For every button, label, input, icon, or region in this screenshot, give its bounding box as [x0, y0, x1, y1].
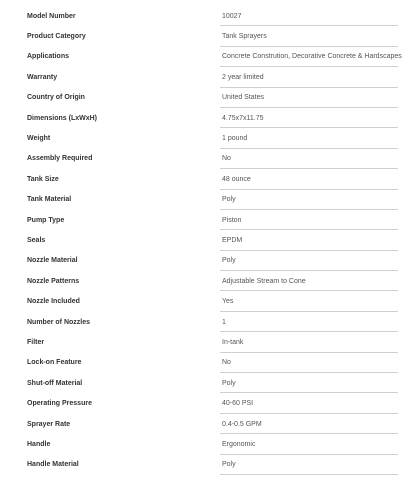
spec-row-warranty — [0, 67, 416, 87]
spec-row-nozzle-patterns — [0, 271, 416, 291]
spec-label: Tank Size — [27, 175, 59, 183]
spec-value: Ergonomic — [222, 440, 256, 448]
spec-row-number-of-nozzles — [0, 312, 416, 332]
spec-row-tank-size — [0, 169, 416, 189]
spec-row-handle — [0, 434, 416, 454]
spec-row-seals — [0, 230, 416, 250]
spec-label: Dimensions (LxWxH) — [27, 114, 98, 122]
spec-value: 1 — [222, 318, 226, 326]
spec-value: No — [222, 155, 231, 163]
spec-value: EPDM — [222, 236, 243, 244]
spec-row-nozzle-material — [0, 251, 416, 271]
spec-value: Poly — [222, 379, 236, 387]
spec-row-sprayer-rate — [0, 414, 416, 434]
spec-value: Adjustable Stream to Cone — [222, 277, 306, 285]
spec-row-assembly-required — [0, 149, 416, 169]
spec-label: Handle — [27, 440, 51, 448]
spec-label: Nozzle Patterns — [27, 277, 80, 285]
spec-value: Poly — [222, 461, 236, 469]
spec-row-weight — [0, 128, 416, 148]
spec-label: Model Number — [27, 12, 76, 20]
spec-value: 40-60 PSI — [222, 400, 254, 408]
spec-label: Pump Type — [27, 216, 65, 224]
spec-label: Handle Material — [27, 461, 79, 469]
spec-value: 1 pound — [222, 135, 248, 143]
spec-value: 4.75x7x11.75 — [222, 114, 264, 122]
spec-label: Country of Origin — [27, 94, 85, 102]
spec-row-operating-pressure — [0, 393, 416, 413]
spec-row-dimensions — [0, 108, 416, 128]
spec-value: No — [222, 359, 231, 367]
spec-value: 10027 — [222, 12, 242, 20]
spec-row-model-number — [0, 6, 416, 26]
spec-row-shut-off-material — [0, 373, 416, 393]
spec-label: Nozzle Included — [27, 298, 80, 306]
spec-label: Sprayer Rate — [27, 420, 71, 428]
spec-row-nozzle-included — [0, 291, 416, 311]
spec-value: Poly — [222, 196, 236, 204]
spec-row-lock-on-feature — [0, 353, 416, 373]
spec-row-product-category — [0, 26, 416, 46]
spec-value: Poly — [222, 257, 236, 265]
spec-row-tank-material — [0, 190, 416, 210]
spec-label: Shut-off Material — [27, 379, 83, 387]
spec-value: 48 ounce — [222, 175, 251, 183]
spec-label: Applications — [27, 53, 70, 61]
spec-label: Number of Nozzles — [27, 318, 91, 326]
spec-value: Concrete Constrution, Decorative Concrete & Hardscapes — [222, 53, 402, 61]
spec-row-filter — [0, 332, 416, 352]
specifications-table — [0, 6, 416, 475]
spec-label: Filter — [27, 338, 45, 346]
spec-label: Warranty — [27, 73, 58, 81]
spec-label: Seals — [27, 236, 46, 244]
spec-value: Yes — [222, 298, 234, 306]
spec-label: Weight — [27, 135, 51, 143]
spec-label: Assembly Required — [27, 155, 93, 163]
spec-value: 0.4-0.5 GPM — [222, 420, 262, 428]
spec-value: In-tank — [222, 338, 244, 346]
spec-label: Nozzle Material — [27, 257, 78, 265]
spec-value: Tank Sprayers — [222, 33, 267, 41]
spec-label: Lock-on Feature — [27, 359, 82, 367]
spec-value: 2 year limited — [222, 73, 264, 81]
spec-label: Operating Pressure — [27, 400, 92, 408]
spec-value: Piston — [222, 216, 242, 224]
spec-row-applications — [0, 47, 416, 67]
spec-label: Tank Material — [27, 196, 72, 204]
spec-row-handle-material — [0, 455, 416, 475]
spec-row-pump-type — [0, 210, 416, 230]
spec-row-country-of-origin — [0, 88, 416, 108]
spec-label: Product Category — [27, 33, 86, 41]
spec-value: United States — [222, 94, 265, 102]
